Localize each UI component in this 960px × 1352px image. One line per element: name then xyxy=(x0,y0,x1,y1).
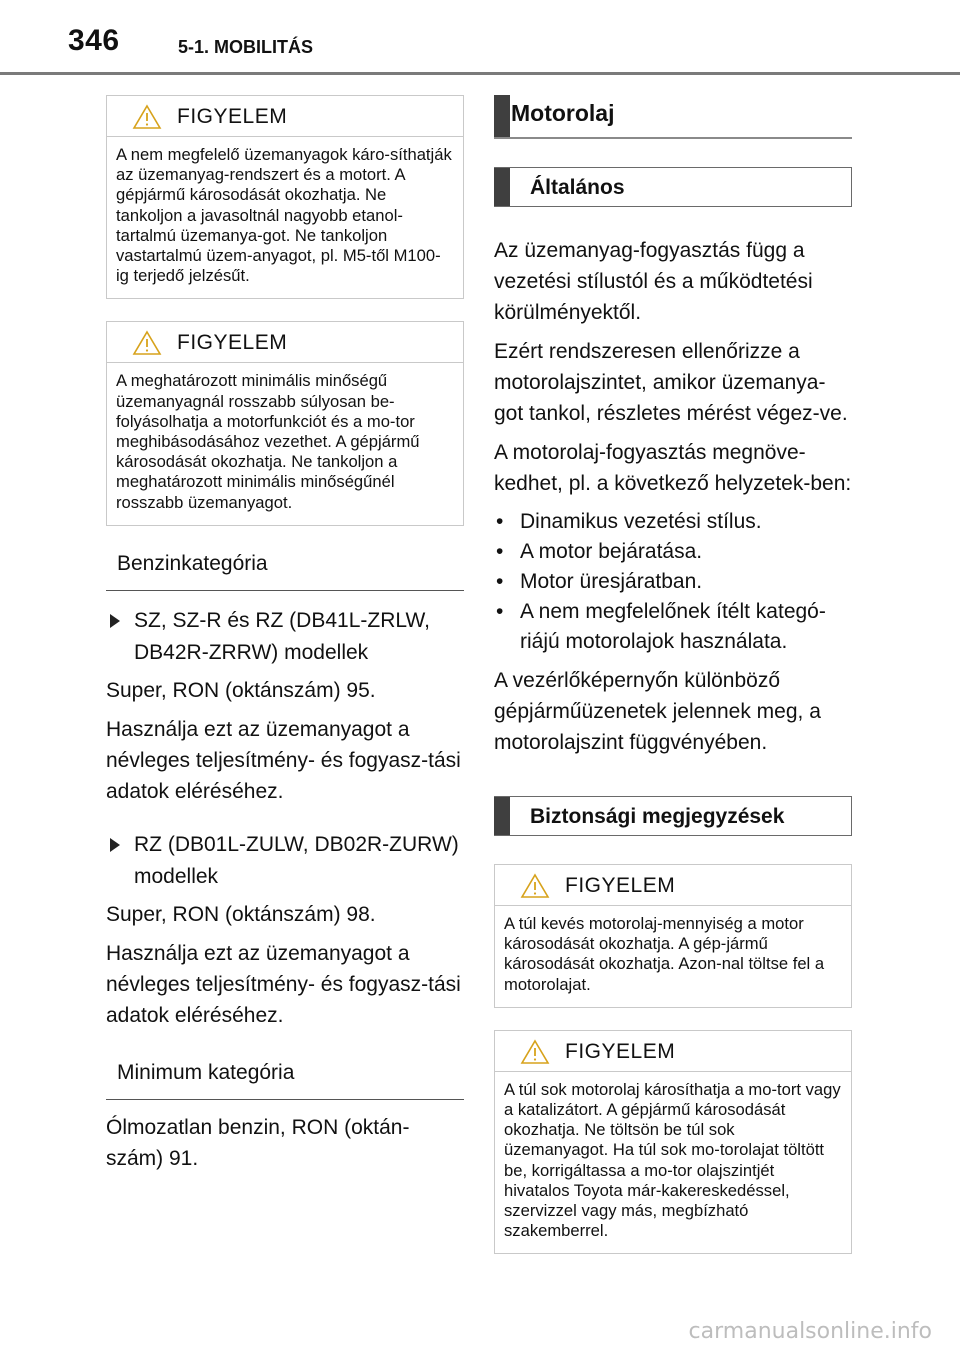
benzin-category-heading xyxy=(106,548,464,591)
page-header xyxy=(0,0,960,78)
warning-header xyxy=(107,96,463,137)
watermark: carmanualsonline.info xyxy=(688,1319,932,1344)
triangle-bullet-icon xyxy=(110,614,120,628)
warning-triangle-icon xyxy=(520,1039,550,1065)
warning-box-too-much-oil xyxy=(494,1030,852,1255)
warning-header xyxy=(495,1031,851,1072)
fuel-usage-note: Használja ezt az üzemanyagot a névleges teljesítmény- és fogyasz-tási adatok eléréséhez. xyxy=(106,941,461,1027)
minimum-fuel-text: Ólmozatlan benzin, RON (oktán-szám) 91. xyxy=(106,1115,410,1170)
list-item: • A nem megfelelőnek ítélt kategó-riájú motorolajok használata. xyxy=(494,597,852,657)
heading-bar xyxy=(494,168,510,206)
warning-text: A meghatározott minimális minőségű üzemanyagnál rosszabb súlyosan be-folyásolhatja a motorfunkciót és a mo-tor meghibásodásához vezethet. A gépjármű károsodását okozhatja. Ne tankoljon a meghatározott minimális minőségűnél rosszabb üzemanyagot. xyxy=(116,371,420,512)
heading-text: Általános xyxy=(530,176,625,199)
right-column xyxy=(494,95,852,1276)
page-number: 346 xyxy=(68,24,120,57)
warning-text: A nem megfelelő üzemanyagok káro-síthatják az üzemanyag-rendszert és a motort. A gépjármű károsodását okozhatja. Ne tankoljon a javasoltnál nagyobb etanol-tartalmú üzemanya-got. Ne tankoljon vastartalmú üzem-anyagot, pl. M5-től M100-ig terjedő jelzésűt. xyxy=(116,145,452,286)
triangle-bullet-icon xyxy=(110,838,120,852)
left-column xyxy=(106,95,464,1182)
warning-box-low-oil xyxy=(494,864,852,1008)
paragraph-consumption: Az üzemanyag-fogyasztás függ a vezetési stílustól és a működtetési körülményektől. xyxy=(494,239,813,324)
warning-text: A túl sok motorolaj károsíthatja a mo-tort vagy a katalizátort. A gépjármű károsodását okozhatja. Ne töltsön be túl sok üzemanyagot. Ha túl sok mo-torolajat töltött be, korrigáltassa a mo-tor olajszintjét hivatalos Toyota már-kakereskedéssel, szervizzel vagy más, megbízható szakemberrel. xyxy=(504,1079,841,1241)
warning-box-min-quality xyxy=(106,321,464,525)
warning-text: A túl kevés motorolaj-mennyiség a motor károsodását okozhatja. A gép-jármű károsodását okozhatja. Azon-nal töltse fel a motorolajat. xyxy=(504,914,825,994)
minimum-category-heading xyxy=(106,1057,464,1100)
paragraph-increase: A motorolaj-fogyasztás megnöve-kedhet, pl. a következő helyzetek-ben: xyxy=(494,441,852,495)
model-entry-rz xyxy=(106,829,464,893)
warning-box-fuel-type xyxy=(106,95,464,299)
paragraph-check-level: Ezért rendszeresen ellenőrizze a motorolajszintet, amikor üzemanya-got tankol, részletes mérést végez-ve. xyxy=(494,340,848,425)
heading-text: Biztonsági megjegyzések xyxy=(530,805,785,828)
situations-list xyxy=(494,507,852,657)
section-title: 5-1. MOBILITÁS xyxy=(178,37,314,57)
heading-bar xyxy=(494,797,510,835)
fuel-spec-95: Super, RON (oktánszám) 95. xyxy=(106,678,376,702)
warning-triangle-icon xyxy=(132,330,162,356)
header-rule xyxy=(0,72,960,75)
motorolaj-heading xyxy=(494,95,852,139)
heading-text: Benzinkategória xyxy=(117,551,268,575)
fuel-spec-98: Super, RON (oktánszám) 98. xyxy=(106,902,376,926)
heading-text: Minimum kategória xyxy=(117,1060,295,1084)
model-text: SZ, SZ-R és RZ (DB41L-ZRLW, DB42R-ZRRW) modellek xyxy=(134,608,430,664)
model-entry-sz xyxy=(106,605,464,669)
warning-label: FIGYELEM xyxy=(177,331,288,355)
heading-text: Motorolaj xyxy=(511,100,615,126)
warning-triangle-icon xyxy=(132,104,162,130)
paragraph-messages: A vezérlőképernyőn különböző gépjárműüzenetek jelennek meg, a motorolajszint függvényében. xyxy=(494,669,821,754)
altalanos-heading xyxy=(494,167,852,207)
warning-label: FIGYELEM xyxy=(565,874,676,897)
list-item: • Motor üresjáratban. xyxy=(494,567,852,597)
warning-header xyxy=(107,322,463,363)
warning-triangle-icon xyxy=(520,873,550,899)
warning-label: FIGYELEM xyxy=(565,1039,676,1063)
warning-header xyxy=(495,865,851,906)
model-text: RZ (DB01L-ZULW, DB02R-ZURW) modellek xyxy=(134,832,459,888)
fuel-usage-note: Használja ezt az üzemanyagot a névleges teljesítmény- és fogyasz-tási adatok eléréséhez. xyxy=(106,717,461,803)
list-item: • A motor bejáratása. xyxy=(494,537,852,567)
warning-label: FIGYELEM xyxy=(177,105,288,128)
safety-notes-heading xyxy=(494,796,852,836)
heading-bar xyxy=(494,95,510,137)
list-item: • Dinamikus vezetési stílus. xyxy=(494,507,852,537)
